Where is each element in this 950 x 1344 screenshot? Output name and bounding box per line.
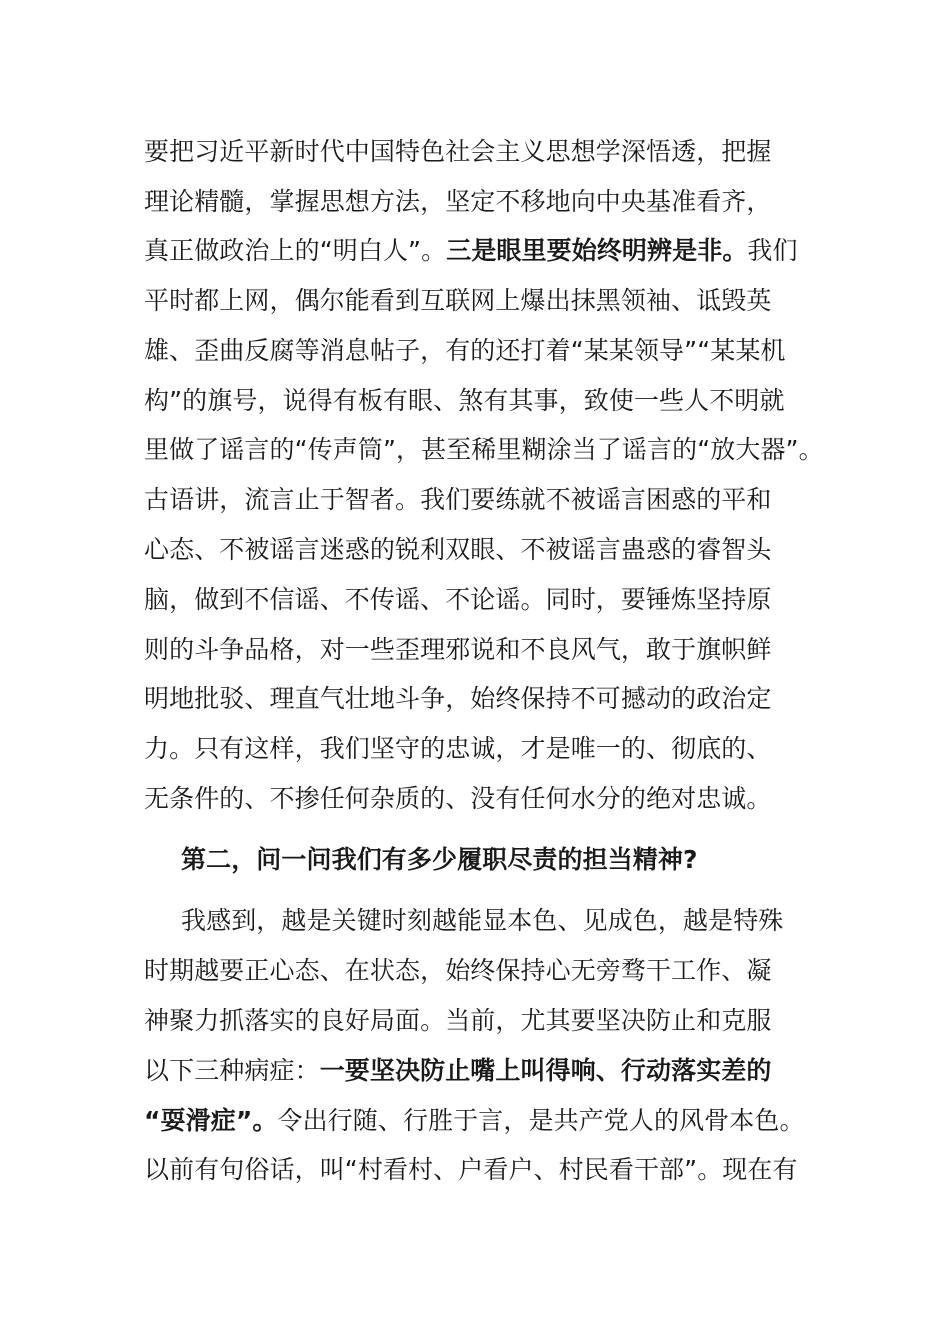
paragraph1-line2: 理论精髓，掌握思想方法，坚定不移地向中央基准看齐， xyxy=(144,187,772,216)
paragraph1-line7: 里做了谣言的“传声筒”，甚至稀里糊涂当了谣言的“放大器”。 xyxy=(144,435,824,464)
point-one-bold: 一要坚决防止嘴上叫得响、行动落实差的 xyxy=(319,1056,772,1085)
paragraph2-line4-text: 以下三种病症： xyxy=(144,1056,320,1085)
paragraph1-line8: 古语讲，流言止于智者。我们要练就不被谣言困惑的平和 xyxy=(144,485,772,514)
paragraph1-line6: 构”的旗号，说得有板有眼、煞有其事，致使一些人不明就 xyxy=(144,386,785,415)
paragraph1-line3 xyxy=(144,236,798,266)
paragraph1-line14: 无条件的、不掺任何杂质的、没有任何水分的绝对忠诚。 xyxy=(144,784,772,813)
paragraph1-line3-text: 真正做政治上的“明白人”。 xyxy=(144,236,447,265)
paragraph1-line13: 力。只有这样，我们坚守的忠诚，才是唯一的、彻底的、 xyxy=(144,734,772,763)
paragraph2-line1: 我感到，越是关键时刻越能显本色、见成色，越是特殊 xyxy=(181,906,784,935)
paragraph1-line3-tail: 我们 xyxy=(747,236,798,265)
paragraph2-line6: 以前有句俗话，叫“村看村、户看户、村民看干部”。现在有 xyxy=(144,1155,798,1184)
paragraph1-line1: 要把习近平新时代中国特色社会主义思想学深悟透，把握 xyxy=(144,137,772,166)
paragraph2-line2: 时期越要正心态、在状态，始终保持心无旁骛干工作、凝 xyxy=(144,956,772,985)
paragraph1-line4: 平时都上网，偶尔能看到互联网上爆出抹黑领袖、诋毁英 xyxy=(144,286,772,315)
paragraph1-line5: 雄、歪曲反腐等消息帖子，有的还打着“某某领导”“某某机 xyxy=(144,336,786,365)
paragraph1-line11: 则的斗争品格，对一些歪理邪说和不良风气，敢于旗帜鲜 xyxy=(144,635,772,664)
paragraph1-line12: 明地批驳、理直气壮地斗争，始终保持不可撼动的政治定 xyxy=(144,684,772,713)
paragraph1-line10: 脑，做到不信谣、不传谣、不论谣。同时，要锤炼坚持原 xyxy=(144,585,772,614)
section-heading: 第二，问一问我们有多少履职尽责的担当精神? xyxy=(181,845,698,874)
paragraph2-line3: 神聚力抓落实的良好局面。当前，尤其要坚决防止和克服 xyxy=(144,1006,772,1035)
paragraph2-line4 xyxy=(144,1056,772,1086)
paragraph1-line9: 心态、不被谣言迷惑的锐利双眼、不被谣言蛊惑的睿智头 xyxy=(144,535,772,564)
paragraph2-line5-text: 令出行随、行胜于言，是共产党人的风骨本色。 xyxy=(277,1106,805,1135)
point-three-bold: 三是眼里要始终明辨是非。 xyxy=(446,236,748,265)
paragraph2-line5 xyxy=(144,1106,805,1136)
slippery-syndrome-bold: “耍滑症”。 xyxy=(144,1106,278,1135)
